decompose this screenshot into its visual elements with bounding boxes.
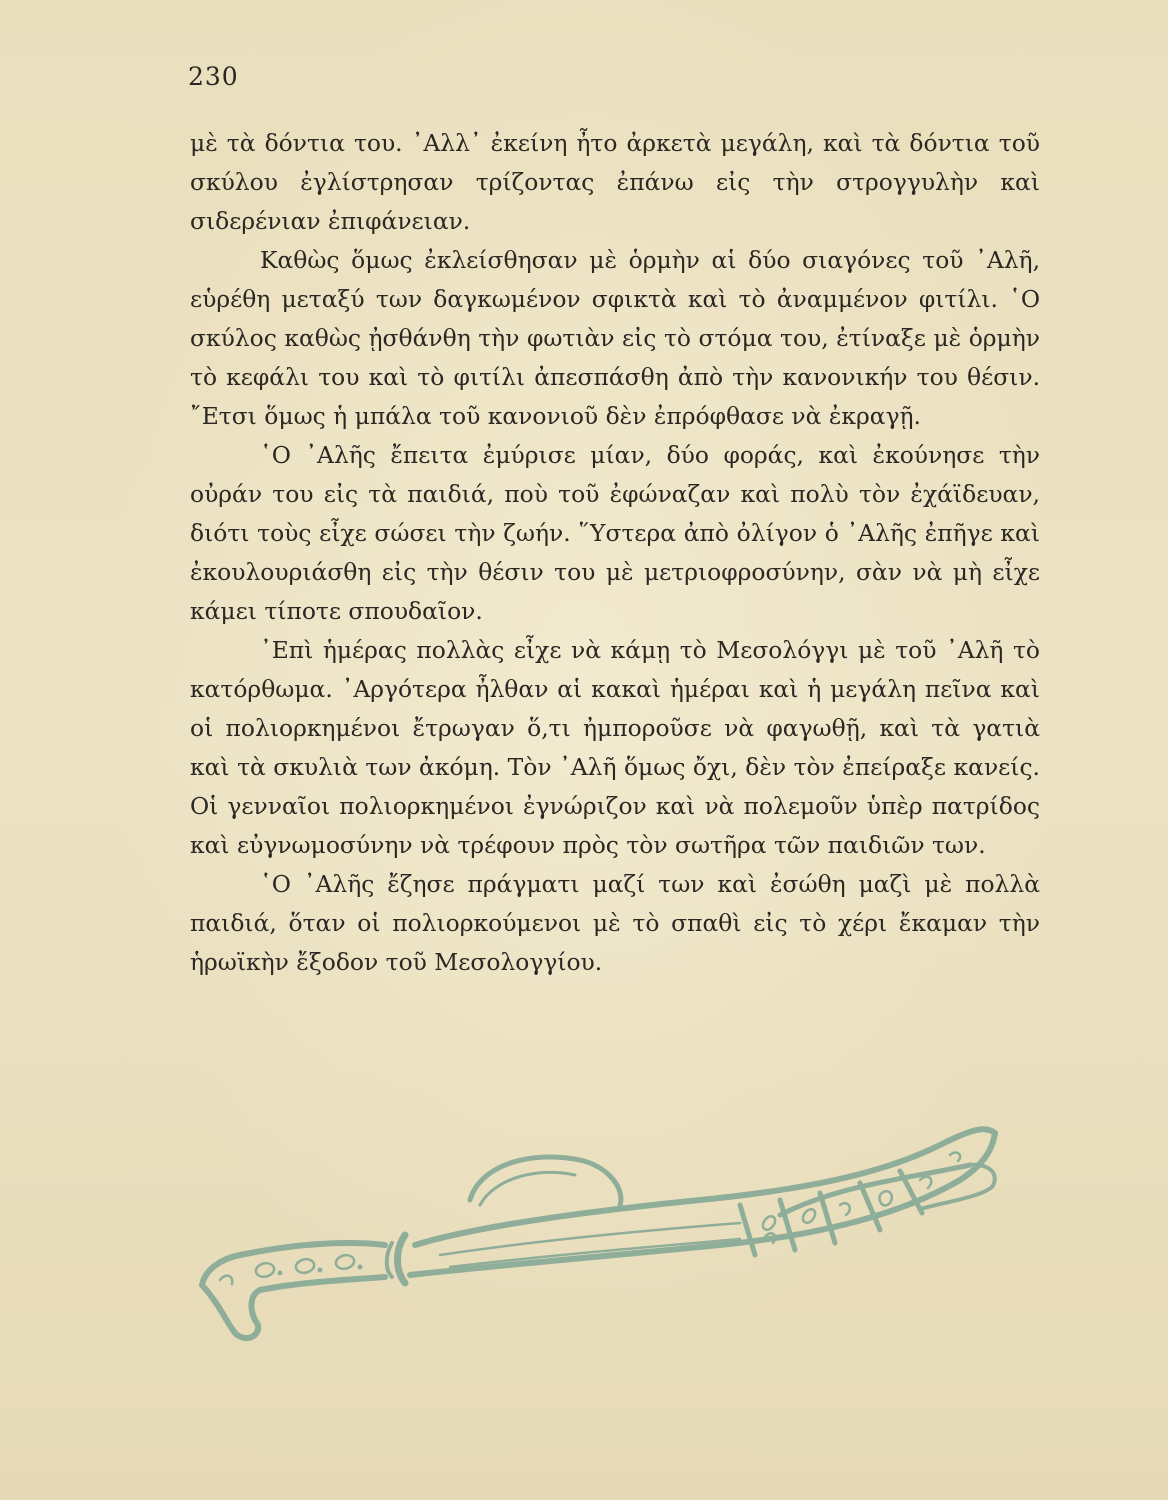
paragraph: μὲ τὰ δόντια του. ᾿Αλλ᾿ ἐκείνη ἦτο ἀρκετὰ μεγάλη, καὶ τὰ δόντια τοῦ σκύλου ἐγλίστρησαν τρίζοντας ἐπάνω εἰς τὴν στρογγυλὴν καὶ σιδερένιαν ἐπιφάνειαν. <box>190 129 1040 235</box>
page-number: 230 <box>188 62 239 91</box>
paragraph: ῾Ο ᾿Αλῆς ἔπειτα ἐμύρισε μίαν, δύο φοράς, καὶ ἐκούνησε τὴν οὐράν του εἰς τὰ παιδιά, ποὺ τοῦ ἐφώναζαν καὶ πολὺ τὸν ἐχάϊδευαν, διότι τοὺς εἶχε σώσει τὴν ζωήν. ῞Υστερα ἀπὸ ὀλίγον ὁ ᾿Αλῆς ἐπῆγε καὶ ἐκουλουριάσθη εἰς τὴν θέσιν του μὲ μετριοφροσύνην, σὰν νὰ μὴ εἶχε κάμει τίποτε σπουδαῖον. <box>190 441 1040 625</box>
paragraph: ῾Ο ᾿Αλῆς ἔζησε πράγματι μαζί των καὶ ἐσώθη μαζὶ μὲ πολλὰ παιδιά, ὅταν οἱ πολιορκούμενοι μὲ τὸ σπαθὶ εἰς τὸ χέρι ἔκαμαν τὴν ἡρωϊκὴν ἔξοδον τοῦ Μεσολογγίου. <box>190 870 1040 976</box>
paragraph: Καθὼς ὅμως ἐκλείσθησαν μὲ ὁρμὴν αἱ δύο σιαγόνες τοῦ ᾿Αλῆ, εὑρέθη μεταξύ των δαγκωμένον σφικτὰ καὶ τὸ ἀναμμένον φιτίλι. ῾Ο σκύλος καθὼς ᾐσθάνθη τὴν φωτιὰν εἰς τὸ στόμα του, ἐτίναξε μὲ ὁρμὴν τὸ κεφάλι του καὶ τὸ φιτίλι ἀπεσπάσθη ἀπὸ τὴν κανονικήν του θέσιν. ῎Ετσι ὅμως ἡ μπάλα τοῦ κανονιοῦ δὲν ἐπρόφθασε νὰ ἐκραγῇ. <box>190 246 1040 430</box>
body-text <box>190 124 1040 982</box>
yataghan-sword-icon <box>180 1105 1010 1345</box>
paragraph: ᾿Επὶ ἡμέρας πολλὰς εἶχε νὰ κάμῃ τὸ Μεσολόγγι μὲ τοῦ ᾿Αλῆ τὸ κατόρθωμα. ᾿Αργότερα ἦλθαν αἱ κακαὶ ἡμέραι καὶ ἡ μεγάλη πεῖνα καὶ οἱ πολιορκημένοι ἔτρωγαν ὅ,τι ἠμποροῦσε νὰ φαγωθῇ, καὶ τὰ γατιὰ καὶ τὰ σκυλιὰ των ἀκόμη. Τὸν ᾿Αλῆ ὅμως ὄχι, δὲν τὸν ἐπείραξε κανείς. Οἱ γενναῖοι πολιορκημένοι ἐγνώριζον καὶ νὰ πολεμοῦν ὑπὲρ πατρίδος καὶ εὐγνωμοσύνην νὰ τρέφουν πρὸς τὸν σωτῆρα τῶν παιδιῶν των. <box>190 636 1040 859</box>
